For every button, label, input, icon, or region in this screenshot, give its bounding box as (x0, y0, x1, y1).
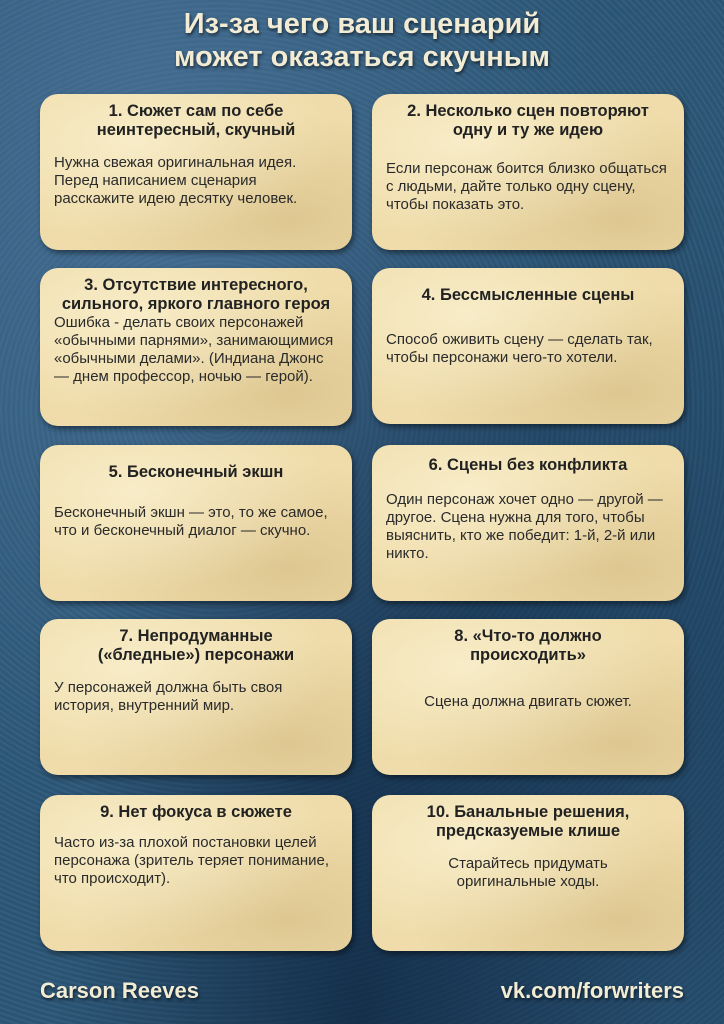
card-2 (372, 94, 684, 250)
card-body: Если персонаж боится близко общаться с людьми, дайте только одну сцену, чтобы показать это. (386, 160, 667, 213)
card-1 (40, 94, 352, 250)
title-line-2: может оказаться скучным (174, 41, 550, 73)
card-title: 2. Несколько сцен повторяют одну и ту же идею (407, 102, 649, 139)
page-title (0, 8, 724, 74)
card-title: 5. Бесконечный экшн (108, 463, 284, 481)
card-body: Бесконечный экшн — это, то же самое, что и бесконечный диалог — скучно. (54, 504, 328, 539)
card-body: Сцена должна двигать сюжет. (424, 693, 632, 710)
card-body: Способ оживить сцену — сделать так, чтобы персонажи чего-то хотели. (386, 331, 653, 366)
source-link[interactable]: vk.com/forwriters (500, 978, 684, 1003)
card-body: Один персонаж хочет одно — другой — другое. Сцена нужна для того, чтобы выяснить, кто же победит: 1-й, 2-й или никто. (386, 491, 663, 562)
card-body: Часто из-за плохой постановки целей персонажа (зритель теряет понимание, что происходит). (54, 834, 330, 887)
card-title: 3. Отсутствие интересного, сильного, яркого главного героя (61, 276, 331, 313)
card-8 (372, 619, 684, 775)
title-line-1: Из-за чего ваш сценарий (183, 8, 541, 40)
card-title: 9. Нет фокуса в сюжете (100, 803, 292, 821)
card-4 (372, 268, 684, 424)
card-body: Ошибка - делать своих персонажей «обычными парнями», занимающимися «обычными делами». (Индиана Джонс — днем профессор, ночью — герой). (54, 314, 334, 385)
card-title: 4. Бессмысленные сцены (421, 286, 635, 304)
card-title: 6. Сцены без конфликта (428, 456, 628, 474)
card-title: 7. Непродуманные («бледные») персонажи (97, 627, 295, 664)
card-body: У персонажей должна быть своя история, внутренний мир. (54, 679, 283, 714)
card-9 (40, 795, 352, 951)
card-title: 8. «Что-то должно происходить» (454, 627, 602, 664)
card-body: Старайтесь придумать оригинальные ходы. (448, 855, 608, 890)
author-credit: Carson Reeves (40, 978, 199, 1003)
card-title: 1. Сюжет сам по себе неинтересный, скучный (96, 102, 296, 139)
card-10 (372, 795, 684, 951)
card-6 (372, 445, 684, 601)
card-3 (40, 268, 352, 426)
card-7 (40, 619, 352, 775)
card-body: Нужна свежая оригинальная идея. Перед написанием сценария расскажите идею десятку человек. (54, 154, 298, 207)
card-title: 10. Банальные решения, предсказуемые клише (426, 803, 630, 840)
card-5 (40, 445, 352, 601)
